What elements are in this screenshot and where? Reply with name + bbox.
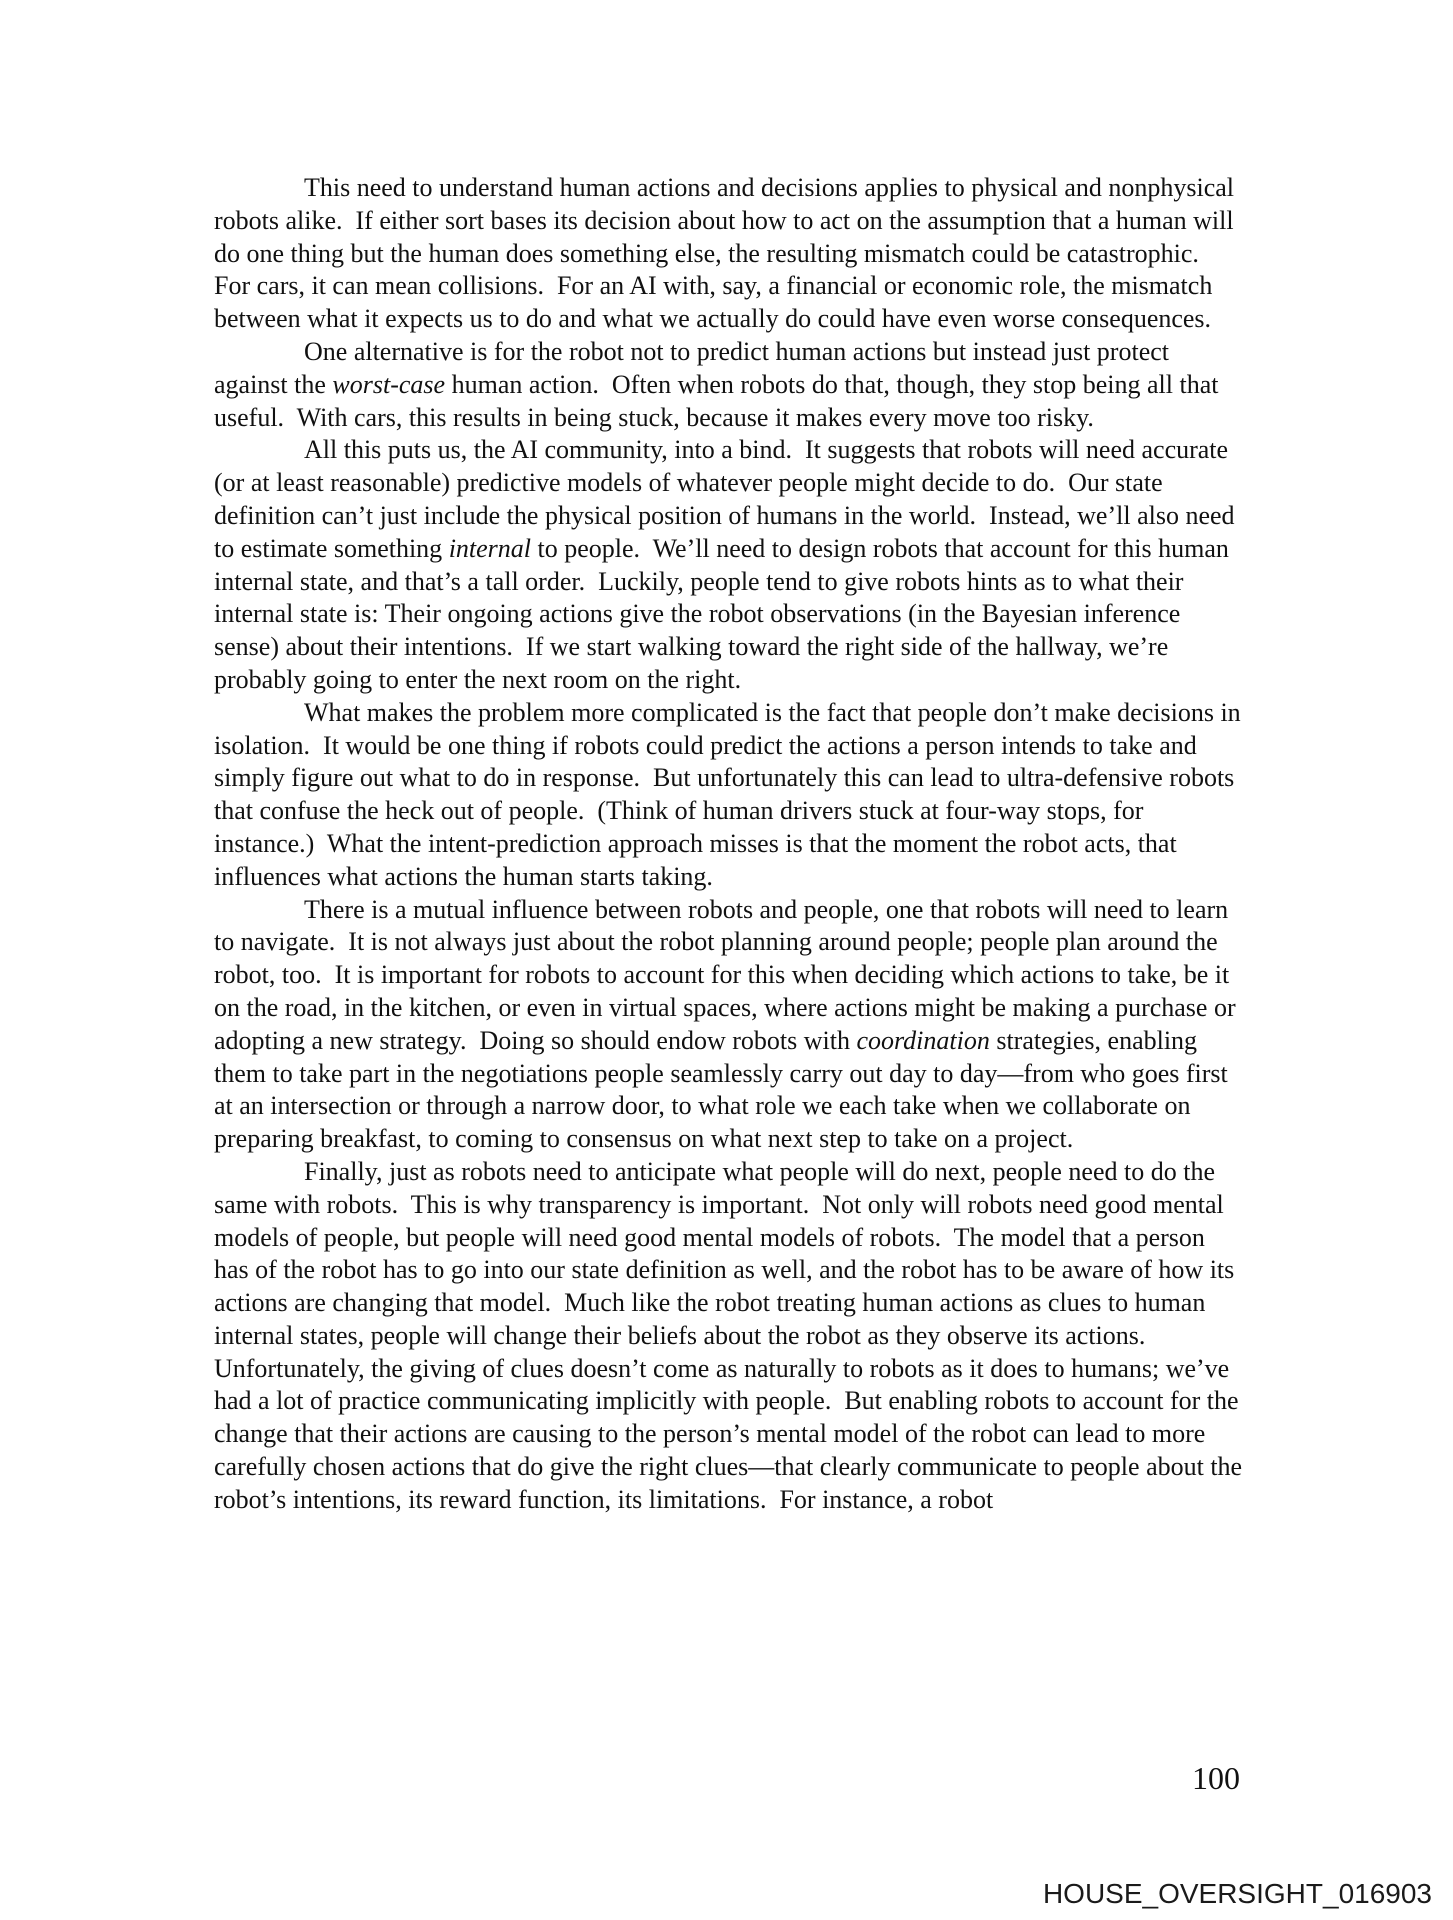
paragraph xyxy=(214,172,1246,336)
paragraph xyxy=(214,336,1246,434)
text-segment: There is a mutual influence between robots and people, one that robots will need to learn to navigate. It is not always just about the robot planning around people; people plan around the robot, too. It is important for robots to account for this when deciding which actions to take, be it on the road, in the kitchen, or even in virtual spaces, where actions might be making a purchase or adopting a new strategy. Doing so should endow robots with xyxy=(214,894,1243,1055)
italic-text-segment: internal xyxy=(448,533,532,563)
paragraph xyxy=(214,1156,1249,1517)
text-segment: This need to understand human actions and decisions applies to physical and nonphysical robots alike. If either sort bases its decision about how to act on the assumption that a human will do one thing but the human does something else, the resulting mismatch could be catastrophic. For cars, it can mean collisions. For an AI with, say, a financial or economic role, the mismatch between what it expects us to do and what we actually do could have even worse consequences. xyxy=(214,173,1241,334)
text-segment: to people. We’ll need to design robots that account for this human internal state, and that’s a tall order. Luckily, people tend to give robots hints as to what their internal state is: Their ongoing actions give the robot observations (in the Bayesian inference sense) about their intentions. If we start walking toward the right side of the hallway, we’re probably going to enter the next room on the right. xyxy=(214,533,1236,694)
paragraph xyxy=(214,697,1246,894)
text-segment: strategies, enabling them to take part in the negotiations people seamlessly carry out day to day—from who goes first at an intersection or through a narrow door, to what role we each take when we collaborate on preparing breakfast, to coming to consensus on what next step to take on a project. xyxy=(214,1025,1235,1154)
text-segment: All this puts us, the AI community, into a bind. It suggests that robots will need accurate (or at least reasonable) predictive models of whatever people might decide to do. Our state definition can’t just include the physical position of humans in the world. Instead, we’ll also need to estimate something xyxy=(214,435,1242,563)
text-segment: human action. Often when robots do that, though, they stop being all that useful. With cars, this results in being stuck, because it makes every move too risky. xyxy=(214,369,1225,432)
italic-text-segment: coordination xyxy=(856,1025,990,1055)
text-segment: Finally, just as robots need to anticipate what people will do next, people need to do the same with robots. This is why transparency is important. Not only will robots need good mental models of people, but people will need good mental models of robots. The model that a person has of the robot has to go into our state definition as well, and the robot has to be aware of how its actions are changing that model. Much like the robot treating human actions as clues to human internal states, people will change their beliefs about the robot as they observe its actions. Unfortunately, the giving of clues doesn’t come as naturally to robots as it does to humans; we’ve had a lot of practice communicating implicitly with people. But enabling robots to account for the change that their actions are causing to the person’s mental model of the robot can lead to more carefully chosen actions that do give the right clues—that clearly communicate to people about the robot’s intentions, its reward function, its limitations. For instance, a robot xyxy=(214,1156,1249,1514)
text-segment: One alternative is for the robot not to predict human actions but instead just protect against the xyxy=(214,336,1176,399)
bates-number: HOUSE_OVERSIGHT_016903 xyxy=(1042,1878,1432,1909)
italic-text-segment: worst-case xyxy=(332,369,446,399)
text-segment: What makes the problem more complicated is the fact that people don’t make decisions in isolation. It would be one thing if robots could predict the actions a person intends to take and simply figure out what to do in response. But unfortunately this can lead to ultra-defensive robots that confuse the heck out of people. (Think of human drivers stuck at four-way stops, for instance.) What the intent-prediction approach misses is that the moment the robot acts, that influences what actions the human starts taking. xyxy=(214,697,1248,891)
paragraph xyxy=(214,894,1246,1156)
paragraph xyxy=(214,434,1246,696)
document-body xyxy=(214,172,1249,1517)
page-number: 100 xyxy=(1192,1760,1240,1796)
